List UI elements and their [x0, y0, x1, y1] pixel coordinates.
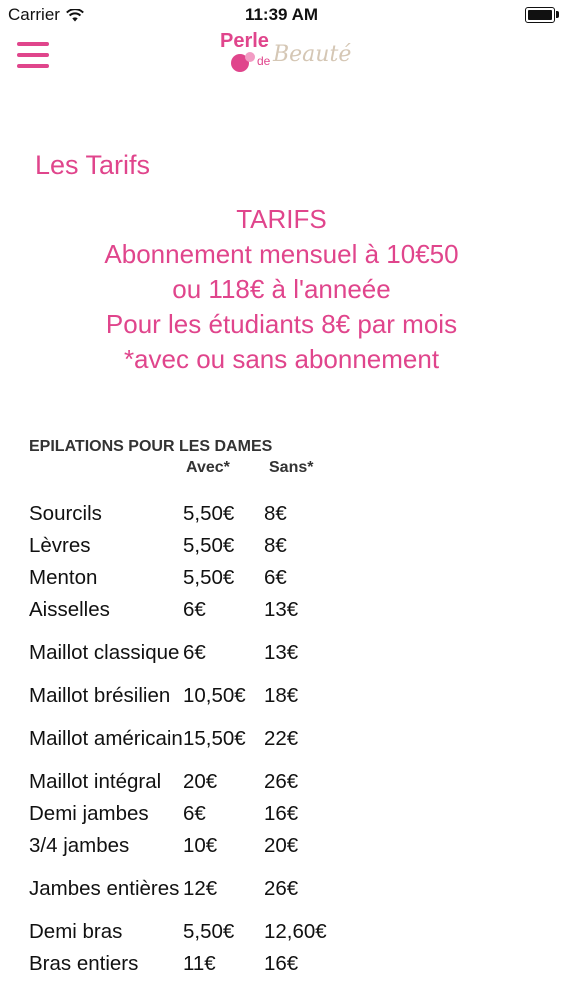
- table-row: [29, 498, 344, 530]
- clock: 11:39 AM: [244, 5, 319, 24]
- intro-line: *avec ou sans abonnement: [123, 344, 440, 374]
- service-name: Lèvres: [29, 534, 91, 557]
- table-row: [29, 798, 344, 830]
- service-name: Jambes entières: [29, 877, 180, 900]
- carrier-label: Carrier: [8, 5, 60, 24]
- table-row: [29, 626, 344, 680]
- brand-logo: [215, 30, 365, 82]
- table-row: [29, 948, 344, 980]
- intro-line: Abonnement mensuel à 10€50: [104, 239, 459, 269]
- price-sans: 8€: [264, 534, 287, 557]
- price-sans: 13€: [264, 598, 299, 621]
- battery-icon: [525, 7, 555, 23]
- table-row: [29, 712, 344, 766]
- logo-pearl-icon: [245, 52, 255, 62]
- price-avec: 6€: [183, 802, 206, 825]
- table-row: [29, 862, 344, 916]
- logo-de-text: de: [257, 54, 271, 68]
- menu-line-icon: [17, 42, 49, 46]
- menu-line-icon: [17, 64, 49, 68]
- status-bar: [0, 0, 563, 30]
- intro-line: ou 118€ à l'anneée: [172, 274, 391, 304]
- service-name: Menton: [29, 566, 98, 589]
- service-name: 3/4 jambes: [29, 834, 130, 857]
- service-name: Aisselles: [29, 598, 110, 621]
- table-row: [29, 830, 344, 862]
- price-table: [29, 498, 344, 980]
- price-sans: 12,60€: [264, 920, 327, 943]
- nav-bar: [0, 30, 563, 84]
- service-name: Sourcils: [29, 502, 102, 525]
- price-sans: 18€: [264, 684, 299, 707]
- price-sans: 22€: [264, 727, 299, 750]
- table-row: [29, 680, 344, 712]
- service-name: Demi bras: [29, 920, 123, 943]
- price-avec: 11€: [183, 952, 216, 975]
- intro-line: TARIFS: [236, 204, 327, 234]
- intro-block: [0, 202, 563, 377]
- service-name: Maillot classique: [29, 641, 180, 664]
- hamburger-menu-button[interactable]: [17, 42, 49, 68]
- price-avec: 10€: [183, 834, 218, 857]
- intro-line: Pour les étudiants 8€ par mois: [105, 309, 458, 339]
- menu-line-icon: [17, 53, 49, 57]
- price-avec: 12€: [183, 877, 218, 900]
- price-sans: 6€: [264, 566, 287, 589]
- service-name: Bras entiers: [29, 952, 139, 975]
- column-header-sans: Sans*: [269, 459, 314, 476]
- price-sans: 26€: [264, 877, 299, 900]
- table-row: [29, 916, 344, 948]
- price-avec: 5,50€: [183, 566, 235, 589]
- price-sans: 16€: [264, 802, 299, 825]
- price-avec: 5,50€: [183, 920, 235, 943]
- price-sans: 13€: [264, 641, 299, 664]
- price-avec: 20€: [183, 770, 218, 793]
- price-sans: 26€: [264, 770, 299, 793]
- section-title: EPILATIONS POUR LES DAMES: [29, 438, 273, 455]
- table-row: [29, 562, 344, 594]
- service-name: Maillot brésilien: [29, 684, 171, 707]
- price-avec: 5,50€: [183, 502, 235, 525]
- price-avec: 10,50€: [183, 684, 246, 707]
- price-avec: 5,50€: [183, 534, 235, 557]
- column-header-avec: Avec*: [186, 459, 230, 476]
- price-avec: 6€: [183, 641, 206, 664]
- service-name: Demi jambes: [29, 802, 149, 825]
- price-avec: 15,50€: [183, 727, 246, 750]
- price-sans: 8€: [264, 502, 287, 525]
- table-row: [29, 766, 344, 798]
- logo-beaute-text: Beauté: [273, 42, 352, 67]
- logo-perle-text: Perle: [220, 30, 269, 52]
- service-name: Maillot américain: [29, 727, 183, 750]
- price-avec: 6€: [183, 598, 206, 621]
- service-name: Maillot intégral: [29, 770, 162, 793]
- price-sans: 16€: [264, 952, 299, 975]
- table-row: [29, 594, 344, 626]
- table-row: [29, 530, 344, 562]
- page-title: Les Tarifs: [35, 150, 151, 180]
- price-sans: 20€: [264, 834, 299, 857]
